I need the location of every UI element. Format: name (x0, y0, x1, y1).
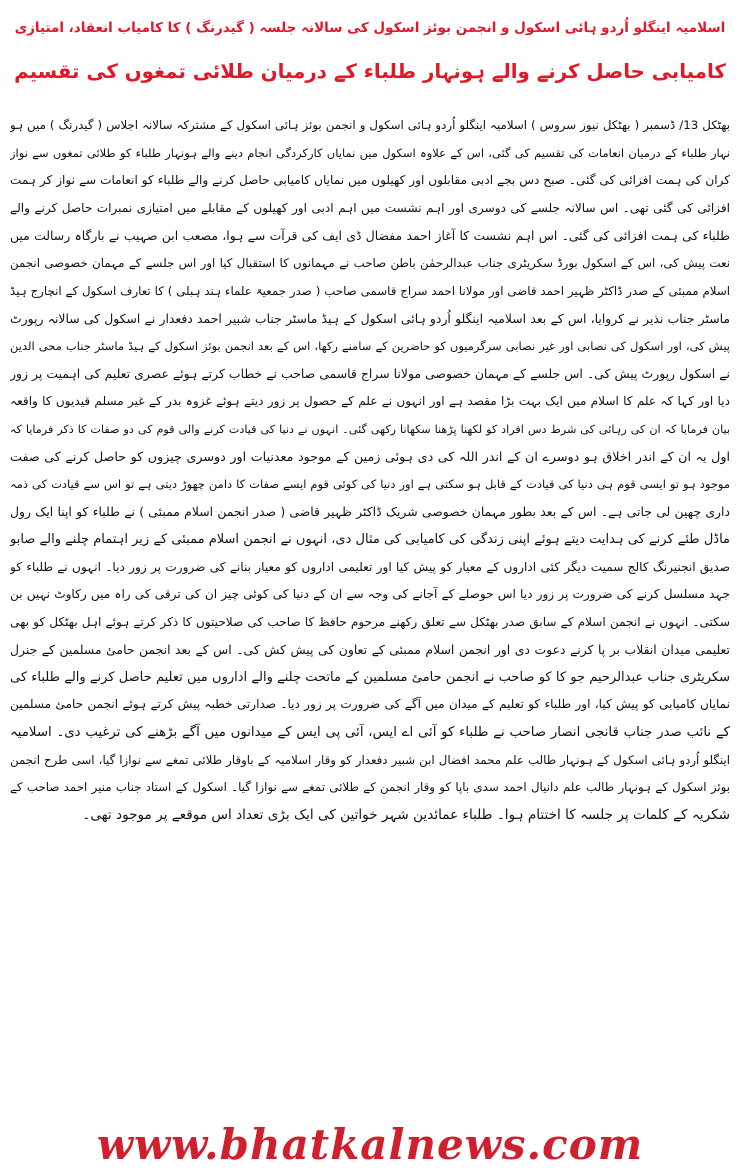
article-line: سکتی۔ انہوں نے انجمن اسلام کے سابق صدر بھٹکل سے تعلق رکھنے مرحوم حافظ کا صاحب کی صلاحیتوں کا ذکر کرتے ہوئے اہل بھٹکل کو بھی (10, 614, 730, 629)
site-watermark[interactable]: www.bhatkalnews.com (96, 1120, 644, 1169)
article-line: بوئز اسکول کے ہونہار طالب علم دانیال احمد سدی باپا کو وقار انجمن کے طلائی تمغے سے نوازا گیا۔ اسکول کے استاد جناب منیر احمد صاحب کے (10, 780, 730, 795)
article-line: نعت پیش کی، اس کے اسکول بورڈ سکریٹری جناب عبدالرحمٰن باطن صاحب نے مہمانوں کا استقبال کیا اور اس جلسے کے مہمان خصوصی انجمن (10, 255, 730, 270)
article-line: سکریٹری جناب عبدالرحیم جو کا کو صاحب نے انجمن حامئ مسلمین کے ماتحت چلنے والے اداروں میں تعلیم حاصل کرنے والے طلباء کی (10, 669, 730, 685)
article-line: کران کی ہمت افزائی کی گئی۔ صبح دس بجے ادبی مقابلوں اور کھیلوں میں نمایاں کامیابی حاصل کرنے والے طلباء کو انعامات سے نواز کر ہمت (10, 173, 730, 188)
article-line: اینگلو اُردو ہائی اسکول کے ہونہار طالب علم محمد افضال ابن شبیر دفعدار کو وقار اسلامیہ کے باوقار طلائی تمغے سے نوازا گیا، اسی طرح انجمن (10, 752, 730, 767)
article-body (10, 112, 730, 1112)
article-line: ماسٹر جناب نذیر نے کروایا، اس کے بعد اسلامیہ اینگلو اُردو ہائی اسکول کے ہیڈ ماسٹر جناب شبیر احمد دفعدار نے اسکول کی سالانہ رپورٹ (10, 311, 730, 327)
headline-line-2: کامیابی حاصل کرنے والے ہونہار طلباء کے درمیان طلائی تمغوں کی تقسیم (14, 60, 726, 83)
article-line: پیش کی، اور اسکول کی نصابی اور غیر نصابی سرگرمیوں کو حاضرین کے سامنے رکھا، اس کے بعد انجمن بوئز اسکول کے ہیڈ ماسٹر جناب محی الدین (10, 338, 730, 353)
article-line: ماڈل طئے کرنے کی ہدایت دیتے ہوئے اپنی زندگی کی کامیابی کی مثال دی، انہوں نے انجمن اسلام ممبئی کے زیر اہتمام چلنے والے صابو (10, 531, 730, 547)
article-line: کے نائب صدر جناب قانجی انصار صاحب نے طلباء کو آئی اے ایس، آئی پی ایس کے میدانوں میں آگے بڑھنے کی ترغیب دی۔ اسلامیہ (10, 725, 730, 741)
article-line: صدیق انجنیرنگ کالج سمیت دیگر کئی اداروں کے معیار کو پیش کیا اور تعلیمی اداروں کو معیار بنانے کی ضرورت پر زور دیا۔ انہوں نے طلباء کو (10, 559, 730, 574)
article-line: افزائی کی گئی تھی۔ اس سالانہ جلسے کی دوسری اور اہم نشست میں اہم ادبی اور کھیلوں کے مقابلے میں امتیازی نمبرات حاصل کرنے والے (10, 200, 730, 215)
article-line: نے اسکول رپورٹ پیش کی۔ اس جلسے کے مہمان خصوصی مولانا سراج قاسمی صاحب نے خطاب کرتے ہوئے عصری تعلیم کی اہمیت پر زور (10, 366, 730, 382)
article-line: طلباء کی ہمت افزائی کی گئی۔ اس اہم نشست کا آغاز احمد مفضال ڈی ایف کی قرآت سے ہوا، مصعب ابن صہیب نے بارگاہ رسالت میں (10, 228, 730, 244)
article-line: داری چھین لی جاتی ہے۔ اس کے بعد بطور مہمان خصوصی شریک ڈاکٹر ظہیر قاضی ( صدر انجمن اسلام ممبئی ) نے طلباء کو اپنا ایک رول (10, 504, 730, 520)
article-line: شکریہ کے کلمات پر جلسہ کا اختتام ہوا۔ طلباء عمائدین شہر خواتین کی ایک بڑی تعداد اس موقعے پر موجود تھی۔ (82, 806, 730, 823)
article-line: اسلام ممبئی کے صدر ڈاکٹر ظہیر احمد قاضی اور مولانا احمد سراج قاسمی صاحب ( صدر جمعیۃ علماء ہند ہبلی ) کا تعارف اسکول کے انچارج ہیڈ (10, 283, 730, 298)
article-line: تعلیمی میدان انقلاب بر پا کرنے دعوت دی اور انجمن اسلام ممبئی کے تعاون کی پیش کش کی۔ اس کے بعد انجمن حامئ مسلمین کے جنرل (10, 642, 730, 658)
headline-line-1: اسلامیہ اینگلو اُردو ہائی اسکول و انجمن بوئز اسکول کی سالانہ جلسہ ( گیدرنگ ) کا کامیاب انعقاد، امتیازی (14, 20, 726, 36)
article-line: موجود ہو تو ایسی قوم ہی دنیا کی قیادت کے قابل ہو سکتی ہے اور دنیا کی کوئی قوم ایسے صفات کا دامن چھوڑ دیتی ہے تو اس سے قیادت کی ذمہ (10, 476, 730, 491)
article-line: بھٹکل 13/ ڈسمبر ( بھٹکل نیوز سروس ) اسلامیہ اینگلو اُردو ہائی اسکول و انجمن بوئز ہائی اسکول کے مشترکہ سالانہ اجلاس ( گیدرنگ ) میں ہو (10, 118, 730, 132)
article-line: نہار طلباء کے درمیان انعامات کی تقسیم کی گئی، اس کے علاوہ اسکول میں نمایاں کارکردگی انجام دینے والے ہونہار طلباء کو طلائی تمغوں سے نواز (10, 145, 730, 160)
article-line: نمایاں کامیابی کو پیش کیا، اور طلباء کو تعلیم کے میدان میں آگے کی ضرورت پر زور دیا۔ صدارتی خطبہ پیش کرتے ہوئے انجمن حامئ مسلمین (10, 697, 730, 712)
article-line: اول یہ ان کے اندر اخلاق ہو دوسرے ان کے اندر اللہ کی دی ہوئی زمین کے موجود معدنیات اور دوسری چیزوں کو حاصل کرنے کی صفت (10, 449, 730, 465)
article-line: دیا اور کہا کہ علم کا اسلام میں ایک بہت بڑا مقصد ہے اور انہوں نے علم کے حصول پر زور دیتے ہوئے غزوہ بدر کے غیر مسلم قیدیوں کا واقعہ (10, 393, 730, 408)
headline (14, 6, 726, 94)
article-line: جہد مسلسل کرنے کی ضرورت پر زور دیا اس حوصلے کے آجانے کی وجہ سے ان کے دنیا کی کوئی چیز ان کی ترقی کی راہ میں رکاوٹ نہیں بن (10, 587, 730, 602)
article-line: بیان فرمایا کہ ان کی رہائی کی شرط دس افراد کو لکھنا پڑھنا سکھانا رکھی گئی۔ انہوں نے دنیا کی قیادت کرنے والی قوم کی دو صفات کا ذکر فرمایا کہ (10, 422, 730, 436)
